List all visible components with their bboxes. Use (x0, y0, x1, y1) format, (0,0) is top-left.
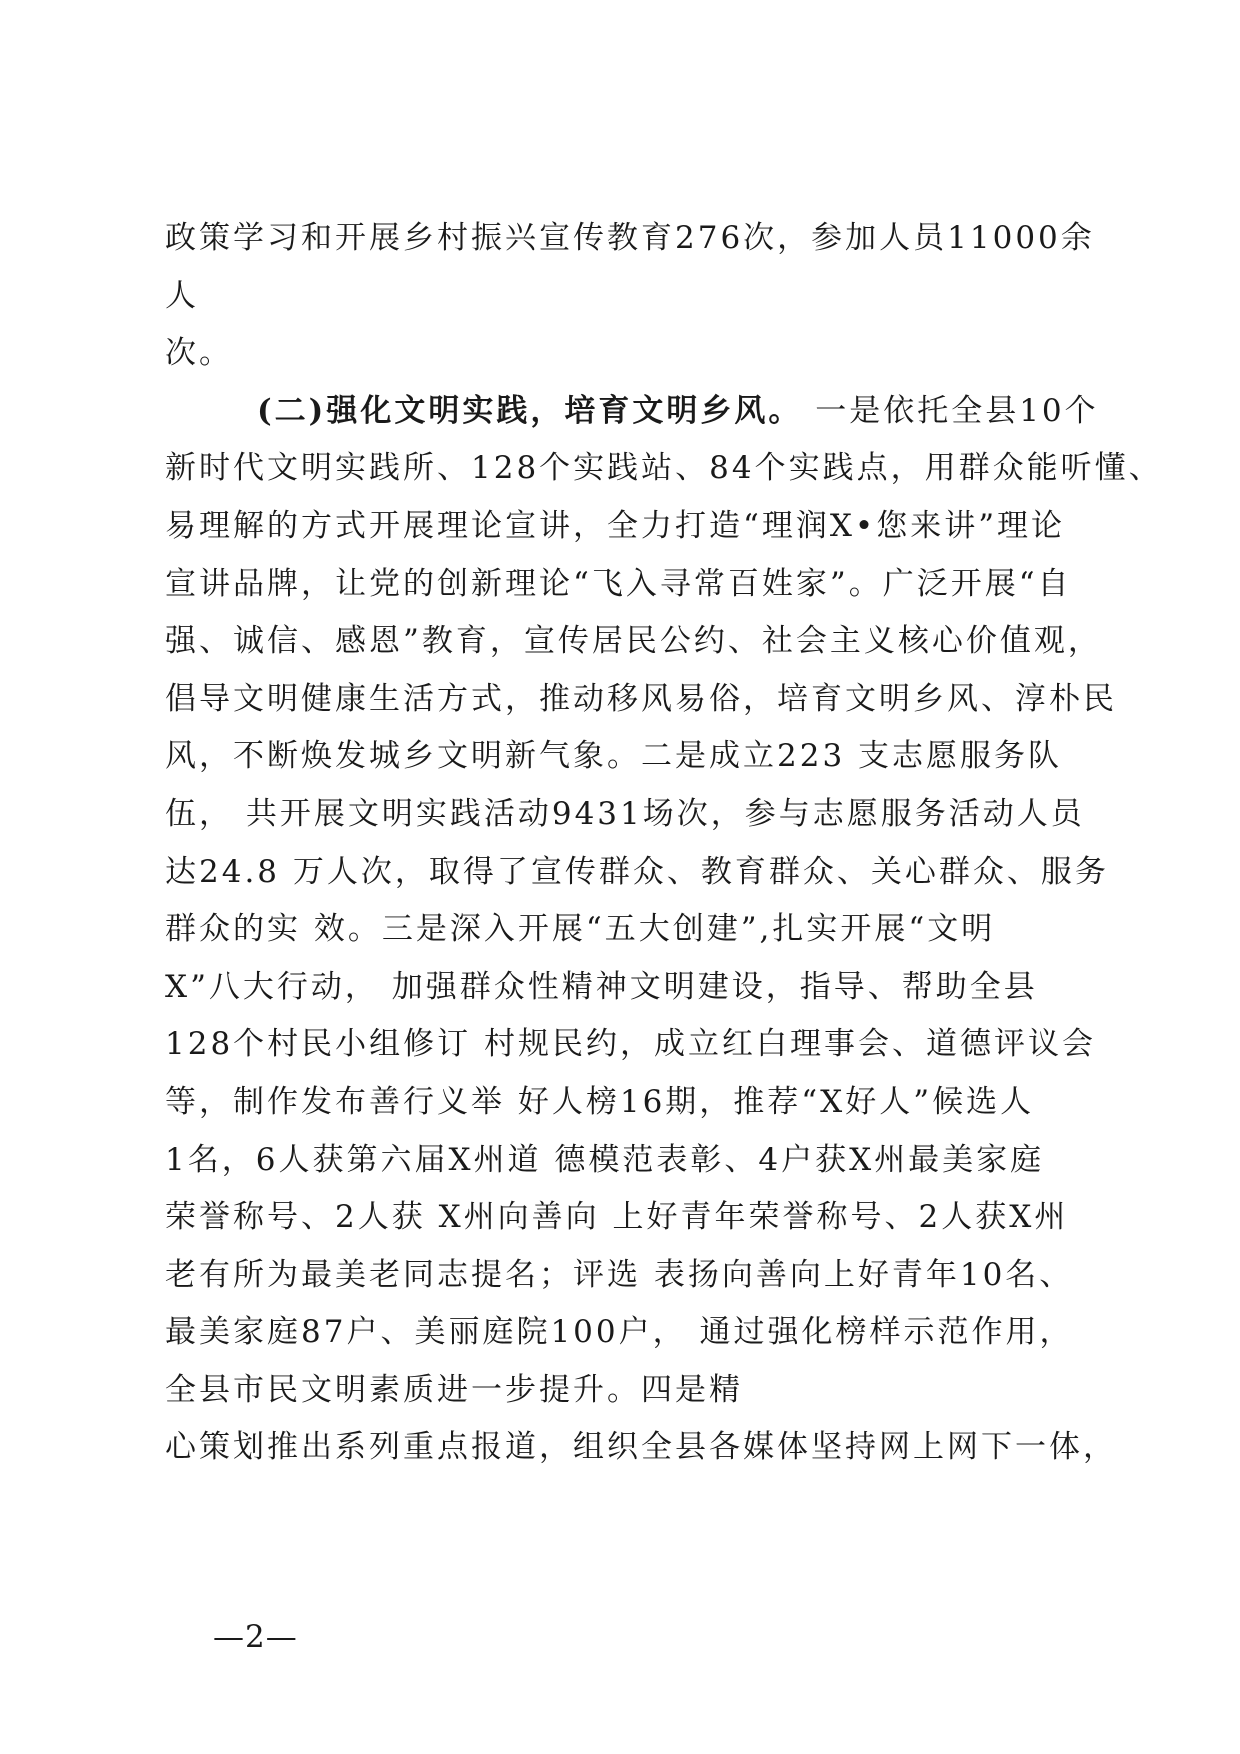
paragraph-line: 等，制作发布善行义举 好人榜16期，推荐“X好人”候选人 (165, 1083, 1035, 1120)
paragraph-line: 荣誉称号、2人获 X州向善向 上好青年荣誉称号、2人获X州 (165, 1199, 1069, 1236)
paragraph-line: 宣讲品牌，让党的创新理论“飞入寻常百姓家”。广泛开展“自 (165, 565, 1072, 602)
paragraph-line: 人 (165, 277, 199, 314)
section-heading: (二)强化文明实践，培育文明乡风。 (257, 392, 803, 429)
paragraph-line: 风，不断焕发城乡文明新气象。二是成立223 支志愿服务队 (165, 738, 1063, 775)
section-heading-continuation: 一是依托全县10个 (802, 392, 1099, 429)
page-number: —2— (213, 1619, 298, 1655)
section-first-line (165, 383, 1099, 441)
paragraph-line: 全县市民文明素质进一步提升。四是精 (165, 1371, 743, 1408)
paragraph-line: 群众的实 效。三是深入开展“五大创建”,扎实开展“文明 (165, 911, 996, 948)
paragraph-line: 易理解的方式开展理论宣讲，全力打造“理润X•您来讲”理论 (165, 507, 1066, 544)
paragraph-line: 128个村民小组修订 村规民约，成立红白理事会、道德评议会 (165, 1026, 1097, 1063)
paragraph-line: 1名，6人获第六届X州道 德模范表彰、4户获X州最美家庭 (165, 1141, 1045, 1178)
paragraph-line: 心策划推出系列重点报道，组织全县各媒体坚持网上网下一体， (165, 1429, 1117, 1466)
paragraph-line: 政策学习和开展乡村振兴宣传教育276次，参加人员11000余 (165, 220, 1095, 256)
paragraph-line: 倡导文明健康生活方式，推动移风易俗，培育文明乡风、淳朴民 (165, 680, 1117, 717)
paragraph-line: 强、诚信、感恩”教育，宣传居民公约、社会主义核心价值观， (165, 623, 1102, 660)
paragraph-line: 老有所为最美老同志提名；评选 表扬向善向上好青年10名、 (165, 1256, 1074, 1293)
paragraph-line: 次。 (165, 335, 233, 372)
paragraph-line: 伍， 共开展文明实践活动9431场次，参与志愿服务活动人员 (165, 795, 1085, 832)
paragraph-line: 新时代文明实践所、128个实践站、84个实践点，用群众能听懂、 (165, 450, 1163, 487)
document-body (165, 210, 1163, 1477)
paragraph-line: X”八大行动， 加强群众性精神文明建设，指导、帮助全县 (165, 968, 1038, 1005)
paragraph-line: 最美家庭87户、美丽庭院100户， 通过强化榜样示范作用， (165, 1314, 1074, 1351)
paragraph-line: 达24.8 万人次，取得了宣传群众、教育群众、关心群众、服务 (165, 853, 1109, 890)
